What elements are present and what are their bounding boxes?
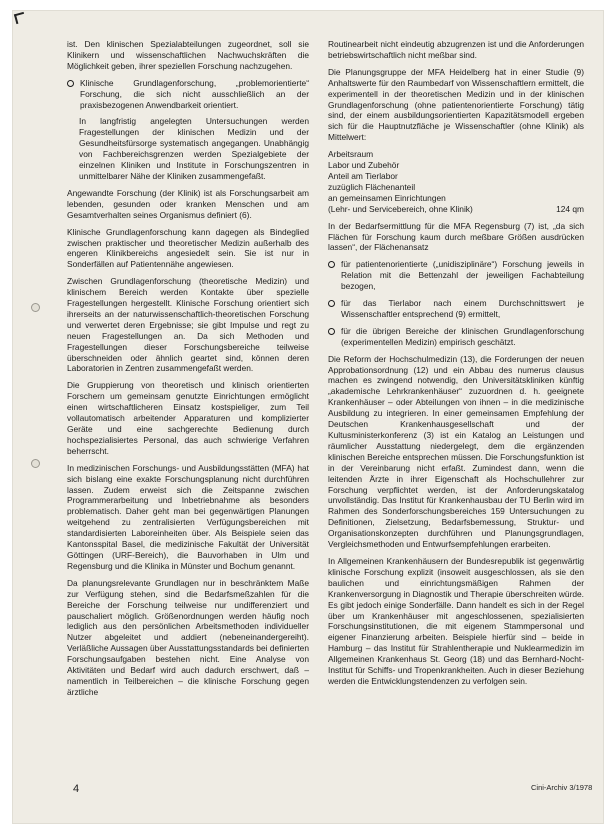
list-item-label: (Lehr- und Servicebereich, ohne Klinik) (328, 203, 473, 214)
paragraph: In langfristig angelegten Untersuchungen werden Fragestellungen der klinischen Medizin und der Gesundheitsfürsorge systematisch angegangen. Unabhängig von Fachbereichsgrenzen werden Spezialgebiete der einzelnen Kliniken und Institute in Forschungszentren in unmittelbarer Nähe der Kliniken zusammengefaßt. (79, 116, 309, 181)
paragraph: Da planungsrelevante Grundlagen nur in beschränktem Maße zur Verfügung stehen, sind die Bedarfsmeßzahlen für die Bereiche der Forschung teilweise nur undifferenziert und pauschaliert möglich. Größenordnungen werden häufig noch lediglich aus den persönlichen Arbeitsmethoden individueller Nutzer abgeleitet und addiert (nebeneinandergereiht). Verläßliche Aussagen über Ausstattungsstandards bei definierten Forschungsaufgaben bestehen nicht. Eine Analyse von Aktivitäten und Bedarf wird auch dadurch erschwert, daß – namentlich in Teilbereichen – die klinische Forschung gegen ärztliche (67, 577, 309, 697)
paragraph: Die Planungsgruppe der MFA Heidelberg hat in einer Studie (9) Anhaltswerte für den Raumbedarf von Wissenschaftlern ermittelt, die experimentell in der theoretischen Medizin und in der klinischen Grundlagenforschung (ohne patientenorientierte Forschung) tätig sind, der einem ausbildungsorientierten Kapazitätsmodell ergeben sich für die Hauptnutzfläche je Wissenschaftler (ohne Klinik) als Mittelwert: (328, 66, 584, 143)
page-number: 4 (73, 783, 80, 795)
paragraph: Angewandte Forschung (der Klinik) ist als Forschungsarbeit am lebenden, gesunden oder kranken Menschen und am Gesamtverhalten seines Organismus definiert (6). (67, 187, 309, 220)
circle-bullet-icon (328, 328, 335, 335)
paragraph: ist. Den klinischen Spezialabteilungen zugeordnet, soll sie Klinikern und wissenschaftlichen Nachwuchskräften die Möglichkeit geben, ihrer speziellen Forschung nachzugehen. (67, 39, 309, 71)
bullet-text: Klinische Grundlagenforschung, „problemorientierte“ Forschung, die sich nicht ausschließlich an der praxisbezogenen Anwendbarkeit orientiert. (80, 77, 309, 110)
list-item: Anteil am Tierlabor (328, 170, 398, 181)
right-column (328, 39, 584, 693)
bullet-item (328, 298, 584, 320)
paragraph: Zwischen Grundlagenforschung (theoretische Medizin) und klinischem Bereich werden Kontakte über spezielle Fragestellungen hergestellt. Klinische Forschung orientiert sich ihrerseits an der naturwissenschaftlich-theoretischen Forschung und verwertet deren Ergebnisse; sie gibt Impulse und regt zu neuen Fragestellungen an. Da sich Methoden und Fragestellungen dieser Forschungsbereiche teilweise überschneiden oder ähnlich geartet sind, können deren Laboratorien in Zentren zusammengefaßt werden. (67, 276, 309, 374)
space-total-value: 124 qm (556, 203, 584, 214)
paragraph: In medizinischen Forschungs- und Ausbildungsstätten (MFA) hat sich bislang eine exakte Forschungsplanung nicht durchführen lassen. Zudem erweist sich die Zeitspanne zwischen Programmerarbeitung und Inbetriebnahme als besonders problematisch. Daher geht man bei gegenwärtigen Planungen weitgehend zu zentralisierten Verfügungsbereichen mit standardisierten Laboreinheiten über. Als Beispiele seien das Kantonsspital Basel, die medizinische Fakultät der Universität Göttingen (URF-Bereich), die Bauvorhaben in Ulm und Regensburg und die Klinika in Münster und Bochum genannt. (67, 462, 309, 571)
bullet-item (67, 78, 309, 111)
document-page (12, 10, 604, 824)
bullet-item (328, 259, 584, 292)
left-column (67, 39, 309, 704)
punch-hole (31, 459, 40, 468)
space-requirement-list (328, 149, 584, 214)
paragraph: Die Reform der Hochschulmedizin (13), die Forderungen der neuen Approbationsordnung (12) und ein Abbau des numerus clausus machen es zwingend notwendig, den Universitätskliniken künftig „akademische Lehrkrankenhäuser“ zuzuordnen d. h. geeignete Krankenhäuser – oder Abteilungen von ihnen – in die medizinische Ausbildung zu integrieren. In einer gemeinsamen Empfehlung der Deutschen Krankenhausgesellschaft und der Kultusministerkonferenz (3) ist ein Katalog an Leistungen und räumlicher Ausstattung niedergelegt, dem die ergänzenden klinischen Bereiche entsprechen müssen. Die Forschungsfunktion ist in der Vereinbarung nicht erfaßt. Zumindest dann, wenn die leitenden Ärzte in ihrer Eigenschaft als Hochschullehrer zur Forschung verpflichtet werden, ist der Anforderungskatalog unvollständig. Das Institut für Krankenhausbau der TU Berlin wird im Rahmen des Sonderforschungsbereiches 159 Untersuchungen zu Definitionen, Zielsetzung, Bedarfsbemessung, Struktur- und Organisationskonzepten durchführen und Planungsgrundlagen, Vergleichsmethoden und Entwurfsempfehlungen erarbeiten. (328, 353, 584, 550)
circle-bullet-icon (328, 300, 335, 307)
punch-hole (31, 303, 40, 312)
paragraph: In der Bedarfsermittlung für die MFA Regensburg (7) ist, „da sich Flächen für Forschung kaum durch meßbare Größen ausdrücken lassen“, der Flächenansatz (328, 220, 584, 253)
list-item: an gemeinsamen Einrichtungen (328, 192, 446, 203)
corner-mark (14, 12, 26, 24)
list-item-total (328, 204, 584, 215)
list-item: Arbeitsraum (328, 149, 374, 160)
paragraph: In Allgemeinen Krankenhäusern der Bundesrepublik ist gegenwärtig klinische Forschung explizit (insoweit ausgeschlossen, als sie den baulichen und einrichtungsmäßigen Rahmen der Krankenversorgung in Diagnostik und Therapie überschreiten würde. Es gibt jedoch einige Sonderfälle. Dann handelt es sich in der Regel über um Krankenhäuser mit angeschlossenen, spezialisierten Forschungsinstitutionen, die mit eigenem Stammpersonal und eigener Finanzierung arbeiten. Beispiele hierfür sind – beide in Hamburg – das Institut für Strahlentherapie und Nuklearmedizin im Allgemeinen Krankenhaus St. Georg (18) und das Bernhard-Nocht-Institut für Schiffs- und Tropenkrankheiten. Auch in dieser Beziehung werden die Entwicklungstendenzen zu verfolgen sein. (328, 555, 584, 686)
circle-bullet-icon (328, 261, 335, 268)
bullet-text: für patientenorientierte („unidisziplinäre“) Forschung jeweils in Relation mit die Bettenzahl der jeweiligen Fachabteilung bezogen, (341, 259, 584, 292)
paragraph: Routinearbeit nicht eindeutig abzugrenzen ist und die Anforderungen betriebswirtschaftlich nicht meßbar sind. (328, 39, 584, 60)
journal-reference: Cini-Archiv 3/1978 (531, 783, 593, 792)
list-item: zuzüglich Flächenanteil (328, 181, 416, 192)
circle-bullet-icon (67, 80, 74, 87)
paragraph: Klinische Grundlagenforschung kann dagegen als Bindeglied zwischen praktischer und theoretischer Medizin außerhalb des engeren Klinikbereichs angesiedelt sein. Sie ist nur in Sonderfällen auf Patientennähe angewiesen. (67, 226, 309, 270)
list-item: Labor und Zubehör (328, 160, 400, 171)
bullet-text: für die übrigen Bereiche der klinischen Grundlagenforschung (experimentellen Medizin) empirisch geschätzt. (341, 325, 584, 347)
bullet-text: für das Tierlabor nach einem Durchschnittswert je Wissenschaftler entsprechend (9) ermittelt, (341, 298, 584, 319)
bullet-item (328, 326, 584, 348)
paragraph: Die Gruppierung von theoretisch und klinisch orientierten Forschern um gemeinsam genutzte Einrichtungen ermöglicht einen wirtschaftlicheren Einsatz kostspieliger, zum Teil vollautomatisch arbeitender Apparaturen und komplizierter Geräte und eine sachgerechte Bedienung durch hochspezialisiertes Personal, das auch schwierige Verfahren beherrscht. (67, 380, 309, 456)
